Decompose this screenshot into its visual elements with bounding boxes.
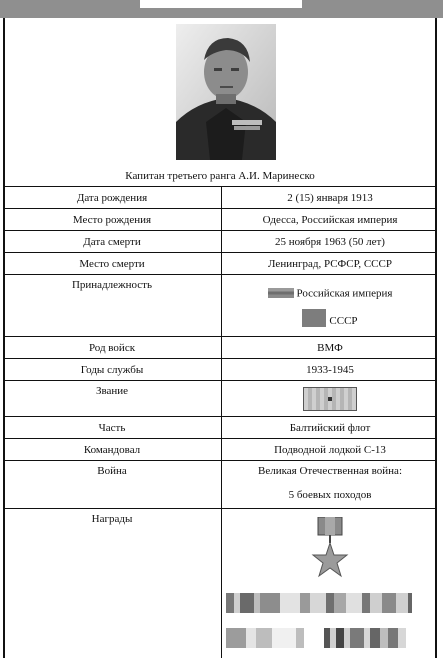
row-label: Война — [97, 465, 127, 477]
ribbon-bar-row — [226, 593, 426, 613]
shoulder-board-icon — [303, 387, 357, 411]
war-line: Великая Отечественная война: — [257, 465, 402, 477]
affiliation-label: СССР — [329, 315, 358, 328]
table-row — [3, 416, 437, 438]
row-value — [221, 275, 438, 336]
row-value: ВМФ — [221, 337, 438, 358]
row-value — [221, 461, 438, 508]
row-value: Балтийский флот — [221, 417, 438, 438]
table-row — [3, 208, 437, 230]
row-label: Дата смерти — [83, 235, 141, 248]
table-row — [3, 230, 437, 252]
row-value: Одесса, Российская империя — [221, 209, 438, 230]
row-label: Годы службы — [80, 363, 144, 376]
affiliation-label: Российская империя — [296, 287, 393, 300]
affiliation-item — [222, 309, 438, 327]
table-row — [3, 336, 437, 358]
table-row — [3, 438, 437, 460]
row-label: Часть — [98, 421, 126, 434]
table-row — [3, 274, 437, 336]
affiliation-item — [222, 287, 438, 299]
ribbon-bar-row — [226, 628, 426, 648]
row-value — [221, 381, 438, 416]
rank-star — [328, 397, 332, 401]
row-label: Награды — [91, 513, 133, 525]
hero-star-medal-icon — [310, 517, 350, 583]
row-label: Место смерти — [79, 257, 145, 270]
table-row — [3, 186, 437, 208]
table-row — [3, 460, 437, 508]
table-row — [3, 358, 437, 380]
table-row — [3, 380, 437, 416]
ussr-flag-icon — [302, 309, 326, 327]
row-label: Дата рождения — [76, 191, 148, 204]
portrait-photo — [176, 24, 276, 160]
row-label: Звание — [95, 385, 129, 397]
row-label: Род войск — [88, 341, 136, 354]
row-value: 2 (15) января 1913 — [221, 187, 438, 208]
row-label: Место рождения — [72, 213, 152, 226]
row-label: Командовал — [83, 443, 141, 456]
row-value: 25 ноября 1963 (50 лет) — [221, 231, 438, 252]
war-line: 5 боевых походов — [288, 489, 372, 501]
row-value: Подводной лодкой С-13 — [221, 439, 438, 460]
table-row — [3, 252, 437, 274]
portrait-caption: Капитан третьего ранга А.И. Маринеско — [125, 170, 315, 182]
portrait-image — [176, 24, 276, 160]
russian-empire-flag-icon — [268, 288, 294, 298]
row-label: Принадлежность — [71, 279, 153, 291]
top-bar-tab — [140, 0, 302, 8]
row-value: Ленинград, РСФСР, СССР — [221, 253, 438, 274]
row-value: 1933-1945 — [221, 359, 438, 380]
